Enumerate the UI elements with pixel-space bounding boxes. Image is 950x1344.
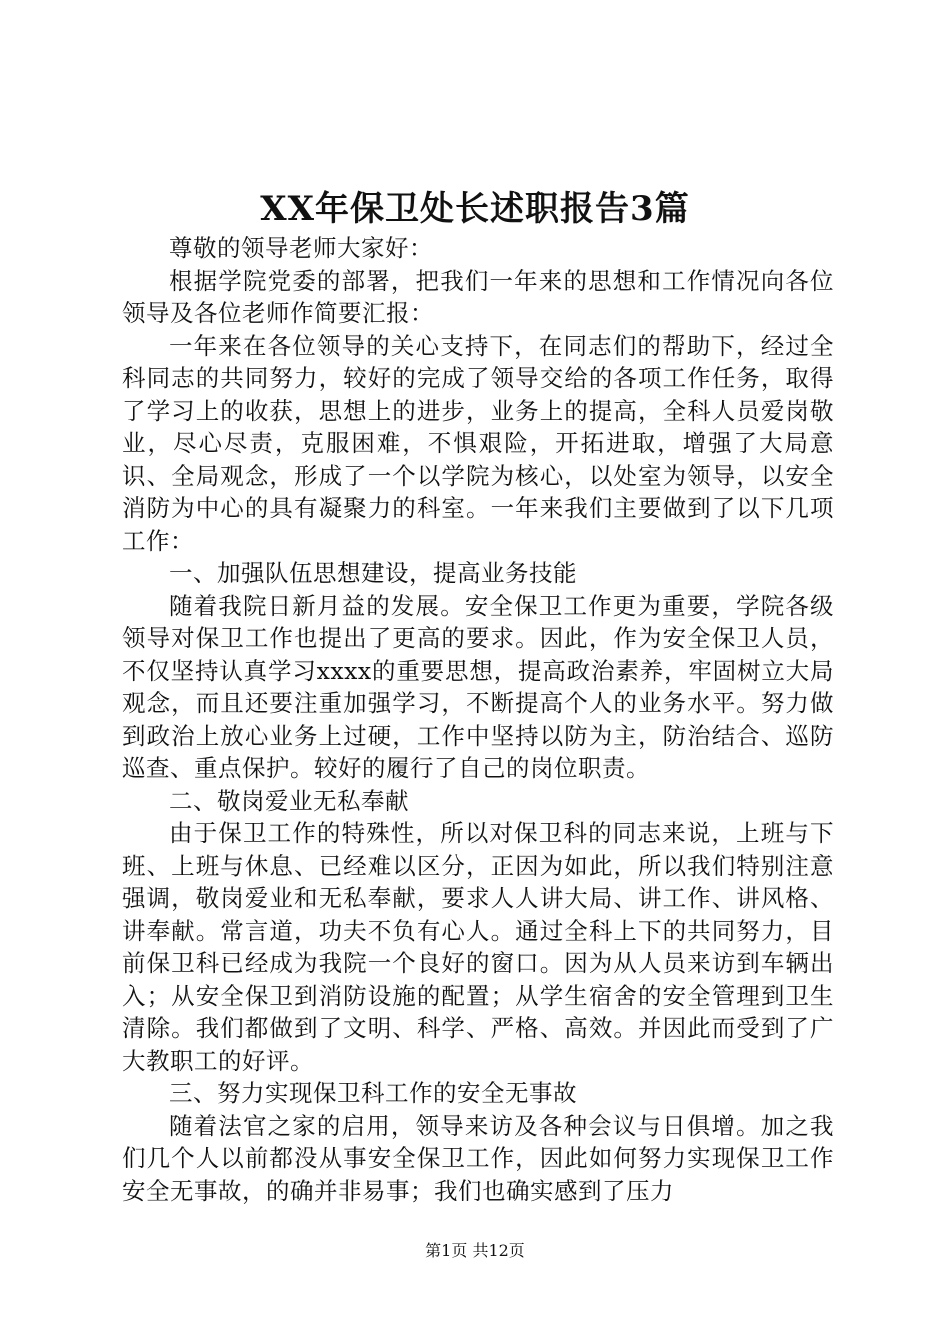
page-number-footer: 第1页 共12页 <box>425 1241 525 1260</box>
body-paragraph: 随着我院日新月益的发展。安全保卫工作更为重要，学院各级领导对保卫工作也提出了更高的要求。因此，作为安全保卫人员，不仅坚持认真学习xxxx的重要思想，提高政治素养，牢固树立大局观念，而且还要注重加强学习，不断提高个人的业务水平。努力做到政治上放心业务上过硬，工作中坚持以防为主，防治结合、巡防巡查、重点保护。较好的履行了自己的岗位职责。 <box>122 591 834 782</box>
body-paragraph: 根据学院党委的部署，把我们一年来的思想和工作情况向各位领导及各位老师作简要汇报： <box>122 266 834 327</box>
section-heading: 二、敬岗爱业无私奉献 <box>169 786 409 815</box>
body-paragraph: 随着法官之家的启用，领导来访及各种会议与日俱增。加之我们几个人以前都没从事安全保卫工作，因此如何努力实现保卫工作安全无事故，的确并非易事；我们也确实感到了压力 <box>122 1111 834 1205</box>
document-title: XX年保卫处长述职报告3篇 <box>260 189 690 229</box>
body-paragraph: 由于保卫工作的特殊性，所以对保卫科的同志来说，上班与下班、上班与休息、已经难以区分，正因为如此，所以我们特别注意强调，敬岗爱业和无私奉献，要求人人讲大局、讲工作、讲风格、讲奉献。常言道，功夫不负有心人。通过全科上下的共同努力，目前保卫科已经成为我院一个良好的窗口。因为从人员来访到车辆出入；从安全保卫到消防设施的配置；从学生宿舍的安全管理到卫生清除。我们都做到了文明、科学、严格、高效。并因此而受到了广大教职工的好评。 <box>122 819 834 1075</box>
body-paragraph: 一年来在各位领导的关心支持下，在同志们的帮助下，经过全科同志的共同努力，较好的完成了领导交给的各项工作任务，取得了学习上的收获，思想上的进步，业务上的提高，全科人员爱岗敬业，尽心尽责，克服困难，不惧艰险，开拓进取，增强了大局意识、全局观念，形成了一个以学院为核心，以处室为领导，以安全消防为中心的具有凝聚力的科室。一年来我们主要做到了以下几项工作： <box>122 331 834 555</box>
section-heading: 一、加强队伍思想建设，提高业务技能 <box>169 559 577 587</box>
document-body <box>122 232 834 1207</box>
section-heading: 三、努力实现保卫科工作的安全无事故 <box>169 1079 577 1107</box>
greeting-paragraph: 尊敬的领导老师大家好： <box>169 234 433 262</box>
